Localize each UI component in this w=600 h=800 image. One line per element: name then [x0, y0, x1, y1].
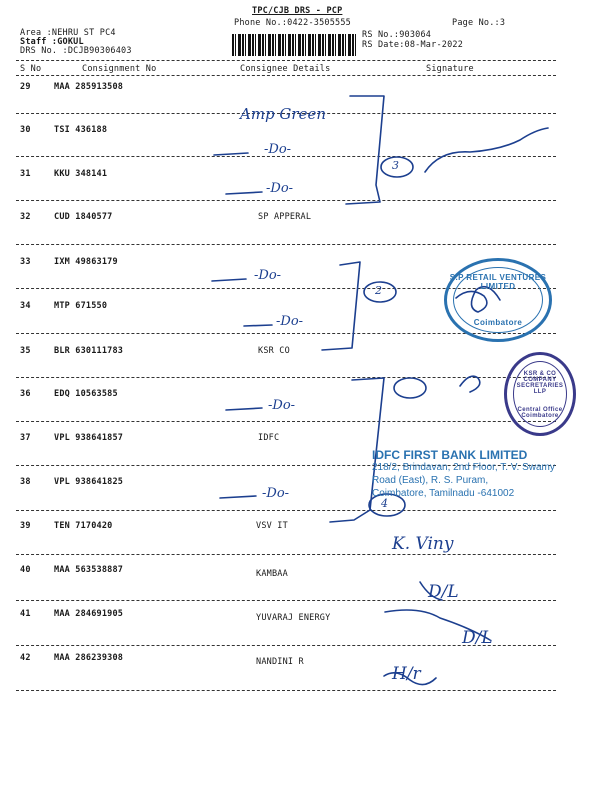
handwritten-ditto: -Do- [254, 268, 282, 283]
row-sno: 29 [20, 82, 31, 92]
sheet-title: TPC/CJB DRS - PCP [252, 6, 343, 16]
signature-scribble [425, 128, 548, 172]
row-sno: 35 [20, 346, 31, 356]
row-sno: 33 [20, 257, 31, 267]
row-consignee: KSR CO [258, 346, 290, 356]
row-consignment: VPL 938641857 [54, 433, 124, 443]
circled-count: 2 [375, 284, 382, 297]
row-consignee: IDFC [258, 433, 280, 443]
phone-number: Phone No.:0422-3505555 [234, 18, 351, 28]
handwritten-ditto: -Do- [262, 486, 290, 501]
ditto-stroke [244, 325, 272, 326]
handwritten-ditto: -Do- [266, 181, 294, 196]
row-consignment: VPL 938641825 [54, 477, 124, 487]
idfc-stamp-address: Road (East), R. S. Puram, [372, 475, 489, 486]
area-field: Area :NEHRU ST PC4 [20, 28, 116, 38]
row-consignment: MAA 285913508 [54, 82, 124, 92]
column-header-sno: S No [20, 64, 42, 74]
handwritten-initials: K. Viny [392, 534, 454, 554]
seal-ksr-center: Central Office Coimbatore [517, 407, 563, 419]
row-consignment: BLR 630111783 [54, 346, 124, 356]
circled-count: 3 [392, 159, 399, 172]
row-consignment: MAA 563538887 [54, 565, 124, 575]
seal-retail-text: S.P RETAIL VENTURES LIMITED [449, 273, 547, 291]
row-sno: 36 [20, 389, 31, 399]
signature-scribble [460, 376, 480, 392]
idfc-stamp-address: 218/2, Brindavan, 2nd Floor, T. V. Swamy [372, 462, 555, 473]
seal-retail-center: Coimbatore [473, 318, 523, 327]
ditto-stroke [212, 279, 246, 281]
row-consignee: VSV IT [256, 521, 288, 531]
bracket-mark [322, 262, 360, 350]
handwritten-ditto: -Do- [268, 398, 296, 413]
staff-field: Staff :GOKUL [20, 37, 84, 47]
drs-number: DRS No. :DCJB90306403 [20, 46, 132, 56]
handwritten-company-name: Amp Green [240, 105, 326, 123]
row-consignment: CUD 1840577 [54, 212, 113, 222]
row-sno: 30 [20, 125, 31, 135]
idfc-stamp-address: Coimbatore, Tamilnadu -641002 [372, 488, 515, 499]
row-consignment: TEN 7170420 [54, 521, 113, 531]
page-number: Page No.:3 [452, 18, 506, 28]
row-consignment: IXM 49863179 [54, 257, 118, 267]
row-consignment: KKU 348141 [54, 169, 108, 179]
row-consignment: MAA 284691905 [54, 609, 124, 619]
column-header-consignee: Consignee Details [240, 64, 331, 74]
company-seal-retail [444, 258, 552, 342]
column-header-signature: Signature [426, 64, 474, 74]
company-seal-ksr [504, 352, 576, 436]
handwritten-ditto: -Do- [276, 314, 304, 329]
rs-date: RS Date:08-Mar-2022 [362, 40, 464, 50]
row-consignment: MAA 286239308 [54, 653, 124, 663]
row-consignment: TSI 436188 [54, 125, 108, 135]
handwritten-ditto: -Do- [264, 142, 292, 157]
row-consignee: YUVARAJ ENERGY [256, 613, 331, 623]
handwritten-initials: D/L [462, 628, 493, 648]
column-header-consignment: Consignment No [82, 64, 157, 74]
circled-count: 4 [381, 497, 388, 510]
row-sno: 40 [20, 565, 31, 575]
row-sno: 32 [20, 212, 31, 222]
ditto-stroke [226, 192, 262, 194]
idfc-stamp-title: IDFC FIRST BANK LIMITED [372, 448, 528, 462]
row-sno: 37 [20, 433, 31, 443]
bracket-mark [346, 96, 384, 204]
row-sno: 42 [20, 653, 31, 663]
row-sno: 39 [20, 521, 31, 531]
ditto-stroke [226, 408, 262, 410]
handwritten-initials: D/L [428, 582, 459, 602]
row-consignee: SP APPERAL [258, 212, 312, 222]
circle-mark [394, 378, 426, 398]
row-consignee: KAMBAA [256, 569, 288, 579]
row-sno: 38 [20, 477, 31, 487]
row-consignment: MTP 671550 [54, 301, 108, 311]
ditto-stroke [214, 153, 248, 155]
row-sno: 31 [20, 169, 31, 179]
row-sno: 41 [20, 609, 31, 619]
row-consignee: NANDINI R [256, 657, 304, 667]
handwritten-initials: H/r [392, 664, 421, 684]
row-sno: 34 [20, 301, 31, 311]
row-consignment: EDQ 10563585 [54, 389, 118, 399]
rs-number: RS No.:903064 [362, 30, 432, 40]
ditto-stroke [220, 496, 256, 498]
seal-ksr-text: KSR & CO COMPANY SECRETARIES LLP [516, 371, 564, 395]
